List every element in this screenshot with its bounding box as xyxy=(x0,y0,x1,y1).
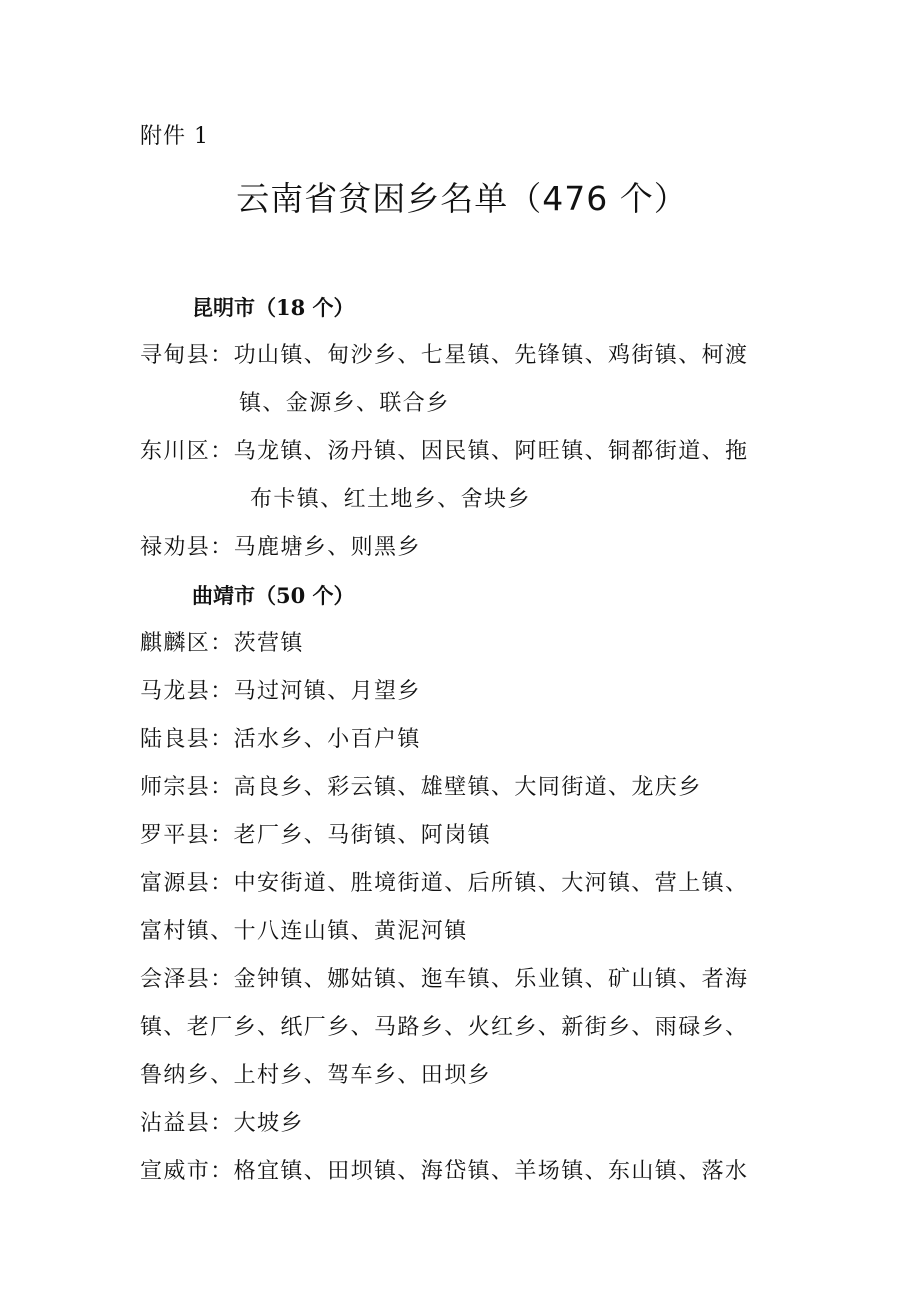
entry-line: 镇、老厂乡、纸厂乡、马路乡、火红乡、新街乡、雨碌乡、 xyxy=(140,1015,749,1040)
entry-line: 师宗县：高良乡、彩云镇、雄壁镇、大同街道、龙庆乡 xyxy=(140,775,702,800)
county-entry-luoping xyxy=(140,812,790,860)
document-body xyxy=(140,284,790,1196)
entry-line: 鲁纳乡、上村乡、驾车乡、田坝乡 xyxy=(140,1063,492,1088)
county-entry-huize xyxy=(140,956,790,1100)
entry-line: 宣威市：格宜镇、田坝镇、海岱镇、羊场镇、东山镇、落水 xyxy=(140,1159,749,1184)
county-entry-luquan xyxy=(140,524,790,572)
county-entry-dongchuan xyxy=(140,428,790,524)
county-entry-zhanyi xyxy=(140,1100,790,1148)
entry-line: 陆良县：活水乡、小百户镇 xyxy=(140,727,421,752)
entry-line: 东川区：乌龙镇、汤丹镇、因民镇、阿旺镇、铜都街道、拖 xyxy=(140,439,749,464)
entry-line: 禄劝县：马鹿塘乡、则黑乡 xyxy=(140,535,421,560)
entry-line: 寻甸县：功山镇、甸沙乡、七星镇、先锋镇、鸡街镇、柯渡 xyxy=(140,343,749,368)
county-entry-shizong xyxy=(140,764,790,812)
entry-line: 富村镇、十八连山镇、黄泥河镇 xyxy=(140,919,468,944)
entry-line: 布卡镇、红土地乡、舍块乡 xyxy=(250,487,531,512)
city-heading-qujing: 曲靖市（50 个） xyxy=(192,583,355,608)
county-entry-xundian xyxy=(140,332,790,428)
attachment-label: 附件 1 xyxy=(140,124,209,149)
county-entry-xuanwei xyxy=(140,1148,790,1196)
entry-line: 会泽县：金钟镇、娜姑镇、迤车镇、乐业镇、矿山镇、者海 xyxy=(140,967,749,992)
page-title: 云南省贫困乡名单（476 个） xyxy=(236,179,688,218)
entry-line: 镇、金源乡、联合乡 xyxy=(239,391,450,416)
entry-line: 沾益县：大坡乡 xyxy=(140,1111,304,1136)
entry-line: 罗平县：老厂乡、马街镇、阿岗镇 xyxy=(140,823,492,848)
entry-line: 马龙县：马过河镇、月望乡 xyxy=(140,679,421,704)
entry-line: 富源县：中安街道、胜境街道、后所镇、大河镇、营上镇、 xyxy=(140,871,749,896)
county-entry-qilin xyxy=(140,620,790,668)
county-entry-malong xyxy=(140,668,790,716)
city-heading-kunming: 昆明市（18 个） xyxy=(192,295,355,320)
entry-line: 麒麟区：茨营镇 xyxy=(140,631,304,656)
county-entry-fuyuan xyxy=(140,860,790,956)
county-entry-luliang xyxy=(140,716,790,764)
